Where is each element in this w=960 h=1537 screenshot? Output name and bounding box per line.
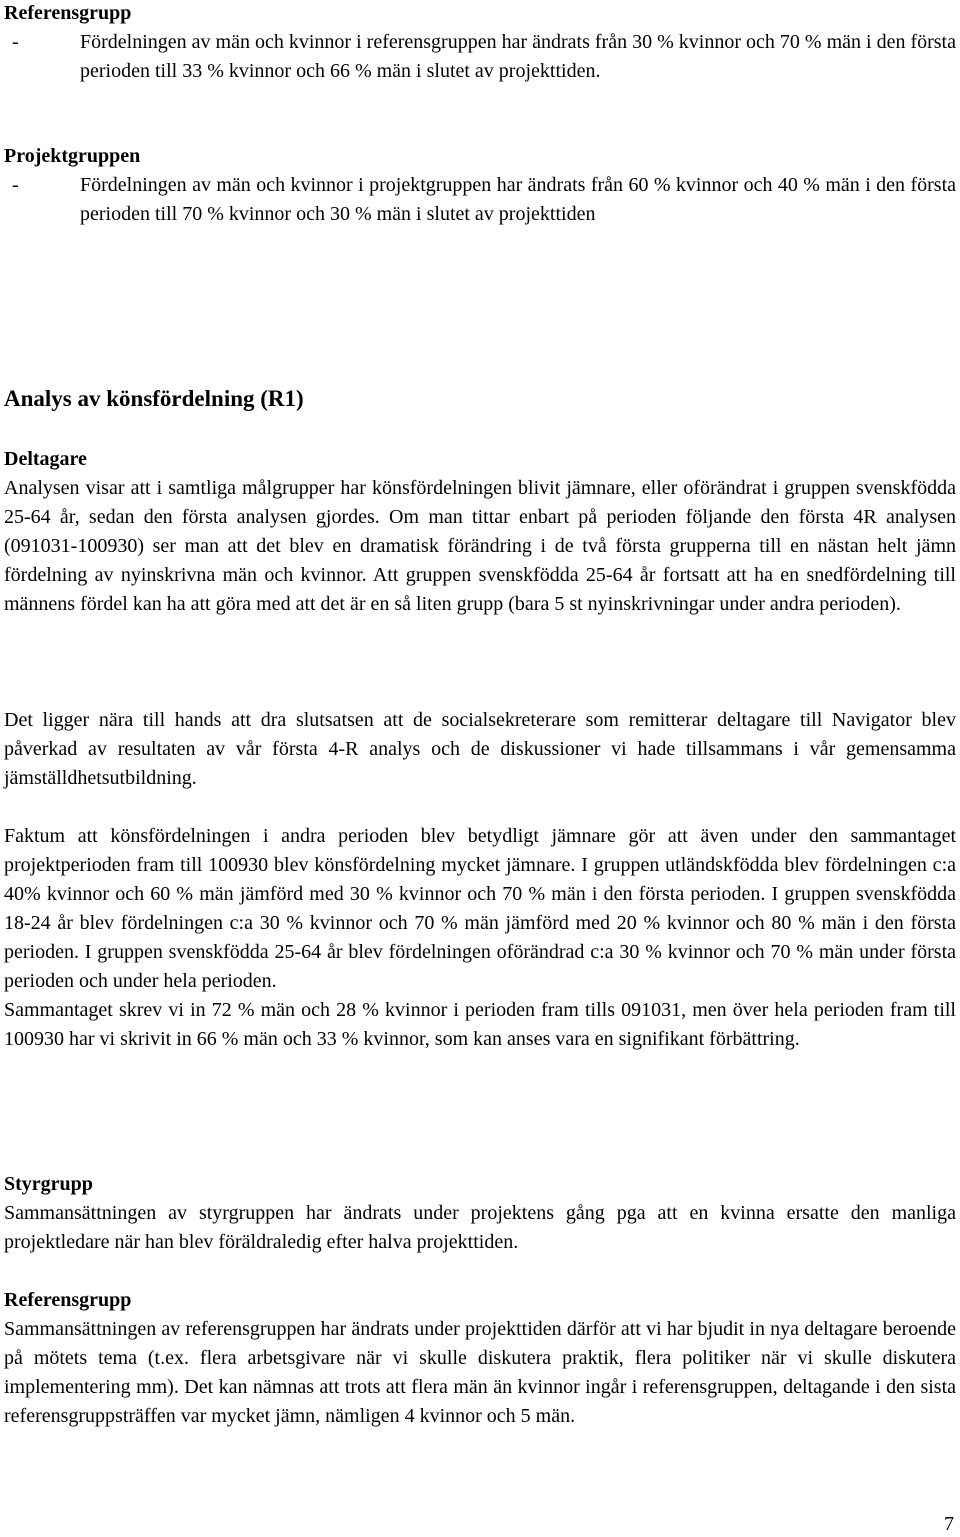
section-referensgrupp-bottom [4,1286,956,1431]
section-heading: Projektgruppen [4,145,141,167]
analysis-title: Analys av könsfördelning (R1) [4,386,304,411]
styrgrupp-paragraph: Sammansättningen av styrgruppen har ändrats under projektens gång pga att en kvinna ersatte den manliga projektledare när han blev föräldraledig efter halva projekttiden. [4,1202,956,1253]
section-projektgruppen [4,142,956,229]
analysis-section [4,384,956,414]
referensgrupp-paragraph: Sammansättningen av referensgruppen har ändrats under projekttiden därför att vi har bjudit in nya deltagare beroende på mötets tema (t.ex. flera arbetsgivare när vi skulle diskutera praktik, flera politiker när vi skulle diskutera implementering mm). Det kan nämnas att trots att flera män än kvinnor ingår i referensgruppen, deltagande i den sista referensgruppsträffen var mycket jämn, nämligen 4 kvinnor och 5 män. [4,1318,956,1427]
participants-heading: Deltagare [4,448,87,470]
section-heading: Referensgrupp [4,2,132,24]
section-referensgrupp-top [4,0,956,86]
section-styrgrupp [4,1170,956,1257]
page-number: 7 [944,1513,954,1535]
analysis-paragraph-3: Faktum att könsfördelningen i andra perioden blev betydligt jämnare gör att även under den sammantaget projektperioden fram till 100930 blev könsfördelning mycket jämnare. I gruppen utländskfödda blev fördelningen c:a 40% kvinnor och 60 % män jämförd med 30 % kvinnor och 70 % män i den första perioden. I gruppen svenskfödda 18-24 år blev fördelningen c:a 30 % kvinnor och 70 % män jämförd med 20 % kvinnor och 80 % män i den första perioden. I gruppen svenskfödda 25-64 år blev fördelningen oförändrad c:a 30 % kvinnor och 70 % män under första perioden och under hela perioden. [4,825,956,992]
analysis-paragraph-3-block [4,822,956,1054]
analysis-paragraph-4: Sammantaget skrev vi in 72 % män och 28 % kvinnor i perioden fram tills 091031, men över hela perioden fram till 100930 har vi skrivit in 66 % män och 33 % kvinnor, som kan anses vara en signifikant förbättring. [4,999,956,1050]
bullet-text: Fördelningen av män och kvinnor i referensgruppen har ändrats från 30 % kvinnor och 70 % män i den första perioden till 33 % kvinnor och 66 % män i slutet av projekttiden. [80,31,956,82]
bullet-item [4,171,956,229]
section-heading: Referensgrupp [4,1289,132,1311]
participants-section [4,445,956,619]
analysis-paragraph-1: Analysen visar att i samtliga målgrupper har könsfördelningen blivit jämnare, eller oförändrat i gruppen svenskfödda 25-64 år, sedan den första analysen gjordes. Om man tittar enbart på perioden följande den första 4R analysen (091031-100930) ser man att det blev en dramatisk förändring i de två första grupperna till en nästan helt jämn fördelning av nyinskrivna män och kvinnor. Att gruppen svenskfödda 25-64 år fortsatt att ha en snedfördelning till männens fördel kan ha att göra med att det är en så liten grupp (bara 5 st nyinskrivningar under andra perioden). [4,477,956,615]
bullet-text: Fördelningen av män och kvinnor i projektgruppen har ändrats från 60 % kvinnor och 40 % män i den första perioden till 70 % kvinnor och 30 % män i slutet av projekttiden [80,174,956,225]
bullet-dash: - [12,174,19,196]
bullet-item [4,28,956,86]
bullet-dash: - [12,31,19,53]
analysis-paragraph-2-block [4,706,956,793]
section-heading: Styrgrupp [4,1173,93,1195]
analysis-paragraph-2: Det ligger nära till hands att dra slutsatsen att de socialsekreterare som remitterar deltagare till Navigator blev påverkad av resultaten av vår första 4-R analys och de diskussioner vi hade tillsammans i vår gemensamma jämställdhetsutbildning. [4,709,956,789]
